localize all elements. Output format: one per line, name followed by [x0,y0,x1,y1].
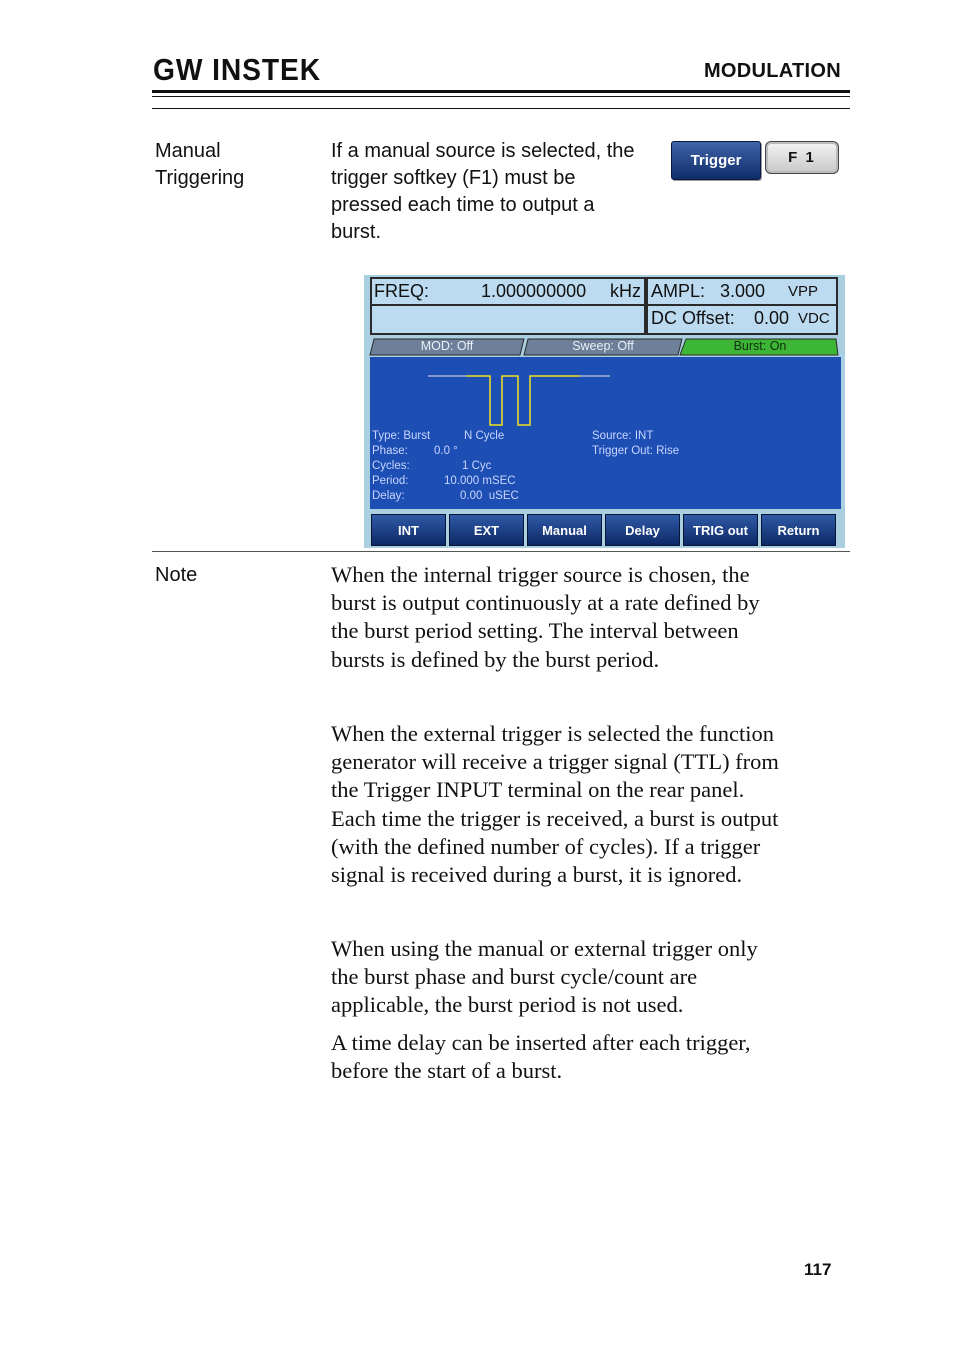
dc-offset-label: DC Offset: [651,308,735,328]
info-type-value: N Cycle [464,430,505,442]
softkey-trig-out[interactable]: TRIG out [683,514,758,546]
softkey-ext[interactable]: EXT [449,514,524,546]
section-separator [152,551,850,552]
freq-value: 1.000000000 [481,281,587,301]
dc-offset-unit: VDC [798,310,830,327]
burst-panel [370,357,841,509]
manual-triggering-description: If a manual source is selected, the trigger softkey (F1) must be pressed each time to output a burst. [331,140,635,243]
f1-key[interactable]: F 1 [765,141,839,174]
manual-triggering-label: Manual Triggering [155,140,245,189]
softkey-return[interactable]: Return [761,514,836,546]
dc-offset-value: 0.00 [754,308,790,328]
note-paragraph-2: When the external trigger is selected the function generator will receive a trigger signal (TTL) from the Trigger INPUT terminal on the rear panel. Each time the trigger is received, a burst is output (with the defined number of cycles). If a trigger signal is received during a burst, it is ignored. [331,721,779,888]
header-rule-bottom [152,108,850,109]
header-rule [152,90,850,93]
info-cycles-value: 1 Cyc [462,460,492,472]
blank-box [370,304,646,335]
header-rule-thin [152,96,850,97]
tab-burst[interactable]: Burst: On [733,339,787,353]
info-right: Source: INT Trigger Out: Rise [592,430,680,457]
trigger-softkey[interactable]: Trigger [671,141,761,180]
info-left-keys: Type: Burst Phase: Cycles: Period: Delay: [372,430,431,502]
note-paragraph-4: A time delay can be inserted after each trigger, before the start of a burst. [331,1030,751,1084]
svg-text:GW INSTEK: GW INSTEK [153,54,321,84]
freq-unit: kHz [610,281,641,301]
instrument-screen [364,275,845,548]
ampl-label: AMPL: [651,281,706,301]
freq-label: FREQ: [374,281,430,301]
note-paragraph-1: When the internal trigger source is chosen, the burst is output continuously at a rate defined by the burst period setting. The interval between bursts is defined by the burst period. [331,562,760,672]
gw-instek-logo [153,54,323,84]
section-title: MODULATION [703,60,841,82]
softkey-manual[interactable]: Manual [527,514,602,546]
info-phase-value: 0.0 ° [434,445,458,457]
note-paragraph-3: When using the manual or external trigger only the burst phase and burst cycle/count are applicable, the burst period is not used. [331,936,758,1018]
softkey-delay[interactable]: Delay [605,514,680,546]
ampl-value: 3.000 [720,281,766,301]
info-period-value: 10.000 mSEC [444,475,516,487]
page-number: 117 [804,1260,832,1279]
tab-mod[interactable]: MOD: Off [420,339,474,353]
tab-sweep[interactable]: Sweep: Off [572,339,634,353]
info-delay-value: 0.00 uSEC [460,490,519,502]
ampl-unit: VPP [788,283,819,300]
softkey-int[interactable]: INT [371,514,446,546]
note-label: Note [155,564,198,586]
